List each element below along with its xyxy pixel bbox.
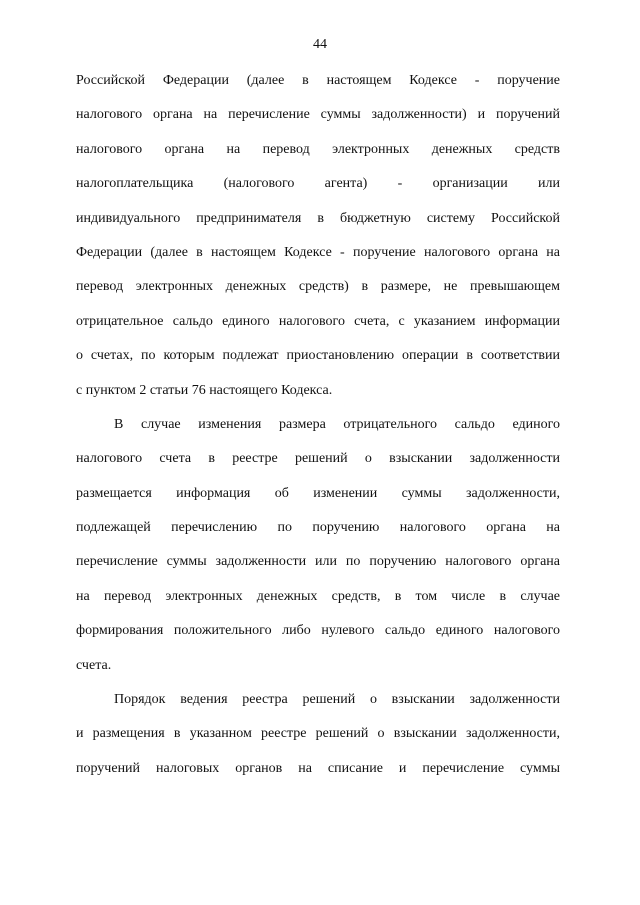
page-number: 44 <box>313 37 327 52</box>
text-line: индивидуального предпринимателя в бюджетную систему Российской <box>76 210 560 226</box>
paragraph-3 <box>76 689 560 792</box>
text-line: перевод электронных денежных средств) в размере, не превышающем <box>76 279 560 295</box>
text-line: налогового счета в реестре решений о взыскании задолженности <box>76 451 560 467</box>
text-line: подлежащей перечислению по поручению налогового органа на <box>76 520 560 536</box>
document-body <box>76 70 560 792</box>
text-line: о счетах, по которым подлежат приостановлению операции в соответствии <box>76 348 560 364</box>
text-line: формирования положительного либо нулевого сальдо единого налогового <box>76 623 560 639</box>
text-line: размещается информация об изменении суммы задолженности, <box>76 485 560 501</box>
text-line: Российской Федерации (далее в настоящем Кодексе - поручение <box>76 73 560 88</box>
text-line: Порядок ведения реестра решений о взыскании задолженности <box>114 692 560 708</box>
paragraph-1 <box>76 70 560 414</box>
text-line: налогового органа на перечисление суммы задолженности) и поручений <box>76 107 560 123</box>
text-line: Федерации (далее в настоящем Кодексе - поручение налогового органа на <box>76 244 560 260</box>
text-line: отрицательное сальдо единого налогового счета, с указанием информации <box>76 313 560 329</box>
text-line: налогоплательщика (налогового агента) - организации или <box>76 176 560 192</box>
text-line: В случае изменения размера отрицательного сальдо единого <box>114 416 560 432</box>
text-line: с пунктом 2 статьи 76 настоящего Кодекса. <box>76 382 333 398</box>
paragraph-2 <box>76 414 560 689</box>
text-line: перечисление суммы задолженности или по поручению налогового органа <box>76 554 560 570</box>
text-line: счета. <box>76 657 112 673</box>
text-line: и размещения в указанном реестре решений о взыскании задолженности, <box>76 726 560 742</box>
text-line: налогового органа на перевод электронных денежных средств <box>76 141 560 157</box>
text-line: поручений налоговых органов на списание и перечисление суммы <box>76 760 560 776</box>
text-line: на перевод электронных денежных средств, в том числе в случае <box>76 588 560 604</box>
